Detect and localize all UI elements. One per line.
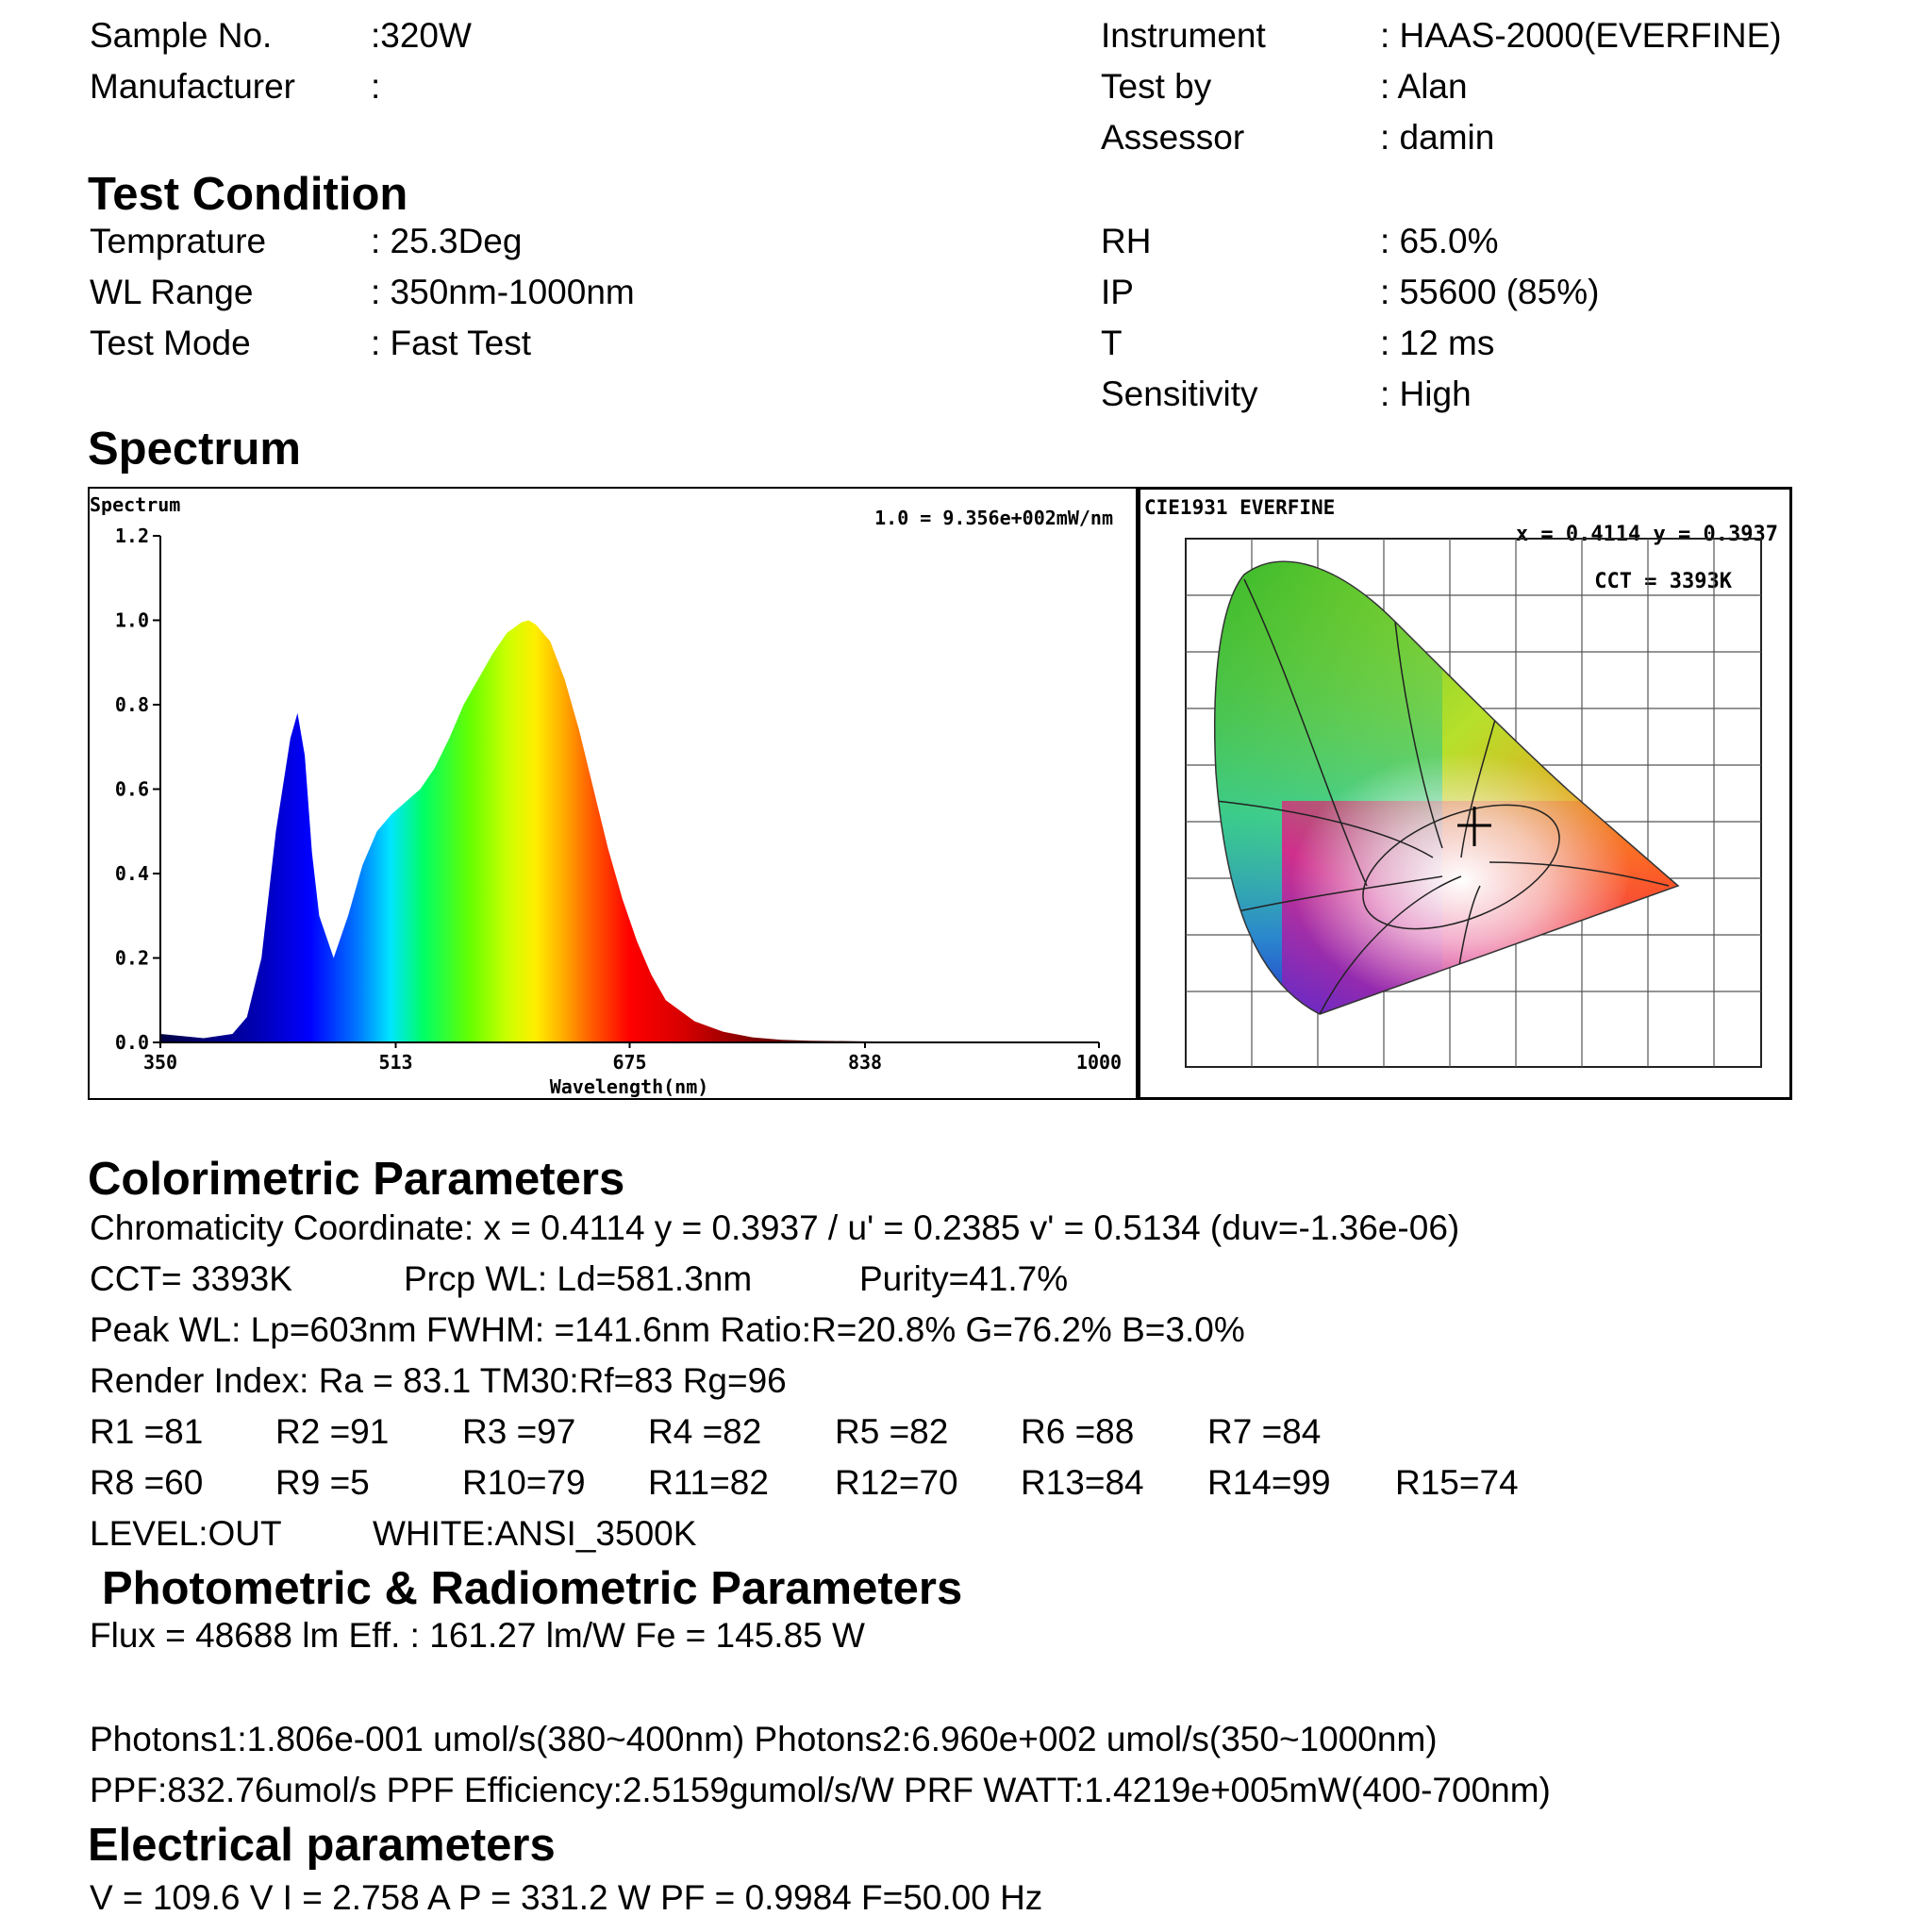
ip-label: IP	[1101, 273, 1134, 311]
spectrum-x-axis-label: Wavelength(nm)	[549, 1075, 709, 1098]
render-index-line: Render Index: Ra = 83.1 TM30:Rf=83 Rg=96	[90, 1361, 787, 1400]
r-value: R6 =88	[1021, 1412, 1135, 1451]
manufacturer-value: :	[371, 67, 381, 106]
spectrum-area	[160, 621, 1099, 1043]
r-value: R15=74	[1395, 1463, 1519, 1502]
r-value: R13=84	[1021, 1463, 1144, 1502]
spectrum-inner-title: Spectrum	[90, 493, 181, 516]
cie-title: CIE1931 EVERFINE	[1144, 496, 1336, 519]
cie-locus	[1197, 546, 1706, 1037]
test-by-label: Test by	[1101, 67, 1212, 106]
r-value: R3 =97	[462, 1412, 576, 1451]
spectrum-x-tick-label: 350	[142, 1051, 178, 1074]
cie-diagram	[1138, 487, 1792, 1100]
wl-range-label: WL Range	[90, 273, 254, 311]
r-value: R14=99	[1207, 1463, 1331, 1502]
spectrum-chart-svg	[90, 489, 1136, 1098]
ip-value: : 55600 (85%)	[1380, 273, 1600, 311]
spectrum-x-tick-label: 675	[612, 1051, 647, 1074]
spectrum-scale-note: 1.0 = 9.356e+002mW/nm	[874, 507, 1113, 529]
manufacturer-label: Manufacturer	[90, 67, 295, 106]
temperature-label: Temprature	[90, 222, 267, 260]
temperature-value: : 25.3Deg	[371, 222, 523, 260]
t-label: T	[1101, 324, 1123, 362]
ppf-line: PPF:832.76umol/s PPF Efficiency:2.5159gumol/s/W PRF WATT:1.4219e+005mW(400-700nm)	[90, 1771, 1551, 1809]
spectrum-y-tick-label: 1.2	[114, 525, 149, 547]
peak-line: Peak WL: Lp=603nm FWHM: =141.6nm Ratio:R=20.8% G=76.2% B=3.0%	[90, 1310, 1245, 1349]
r-value: R4 =82	[648, 1412, 762, 1451]
r-value: R5 =82	[835, 1412, 949, 1451]
r-value: R7 =84	[1207, 1412, 1322, 1451]
cie-coords: x = 0.4114 y = 0.3937	[1515, 523, 1778, 546]
flux-line: Flux = 48688 lm Eff. : 161.27 lm/W Fe = 145.85 W	[90, 1616, 865, 1655]
spectrum-y-tick-label: 0.6	[114, 777, 149, 801]
r-value: R8 =60	[90, 1463, 204, 1502]
wl-range-value: : 350nm-1000nm	[371, 273, 635, 311]
assessor-label: Assessor	[1101, 118, 1245, 157]
spectrum-y-tick-label: 0.0	[114, 1031, 149, 1054]
prcp-text: Prcp WL: Ld=581.3nm	[404, 1259, 753, 1298]
spectrum-y-tick-label: 0.4	[114, 862, 149, 885]
chromaticity-line: Chromaticity Coordinate: x = 0.4114 y = 0.3937 / u' = 0.2385 v' = 0.5134 (duv=-1.36e-06)	[90, 1208, 1460, 1247]
level-text: LEVEL:OUT	[90, 1514, 282, 1553]
r-value: R11=82	[648, 1463, 769, 1502]
colorimetric-heading: Colorimetric Parameters	[88, 1154, 625, 1205]
spectrum-x-tick-label: 1000	[1075, 1051, 1123, 1074]
spectrum-y-tick-label: 0.8	[114, 693, 149, 716]
sample-no-label: Sample No.	[90, 16, 273, 55]
test-mode-value: : Fast Test	[371, 324, 531, 362]
purity-text: Purity=41.7%	[859, 1259, 1069, 1298]
test-by-value: : Alan	[1380, 67, 1468, 106]
photometric-heading: Photometric & Radiometric Parameters	[102, 1563, 963, 1614]
r-value: R12=70	[835, 1463, 958, 1502]
rh-label: RH	[1101, 222, 1152, 260]
spectrum-y-tick-label: 1.0	[114, 608, 149, 632]
test-condition-heading: Test Condition	[88, 169, 408, 220]
instrument-value: : HAAS-2000(EVERFINE)	[1380, 16, 1782, 55]
r-value: R9 =5	[275, 1463, 370, 1502]
spectrum-x-tick-label: 513	[378, 1051, 413, 1074]
photons-line: Photons1:1.806e-001 umol/s(380~400nm) Photons2:6.960e+002 umol/s(350~1000nm)	[90, 1720, 1438, 1758]
cie-diagram-svg	[1140, 490, 1789, 1097]
sensitivity-label: Sensitivity	[1101, 375, 1258, 413]
sample-no-value: :320W	[371, 16, 472, 55]
electrical-heading: Electrical parameters	[88, 1820, 556, 1871]
cct-text: CCT= 3393K	[90, 1259, 292, 1298]
cie-cct: CCT = 3393K	[1594, 570, 1732, 593]
test-mode-label: Test Mode	[90, 324, 251, 362]
spectrum-heading: Spectrum	[88, 424, 302, 475]
white-text: WHITE:ANSI_3500K	[373, 1514, 697, 1553]
electrical-line: V = 109.6 V I = 2.758 A P = 331.2 W PF = 0.9984 F=50.00 Hz	[90, 1878, 1043, 1917]
spectrum-x-tick-label: 838	[847, 1051, 883, 1074]
r-value: R10=79	[462, 1463, 586, 1502]
instrument-label: Instrument	[1101, 16, 1266, 55]
t-value: : 12 ms	[1380, 324, 1495, 362]
rh-value: : 65.0%	[1380, 222, 1499, 260]
sensitivity-value: : High	[1380, 375, 1472, 413]
spectrum-chart	[88, 487, 1138, 1100]
r-value: R1 =81	[90, 1412, 204, 1451]
spectrum-y-tick-label: 0.2	[114, 946, 149, 970]
r-value: R2 =91	[275, 1412, 390, 1451]
assessor-value: : damin	[1380, 118, 1495, 157]
